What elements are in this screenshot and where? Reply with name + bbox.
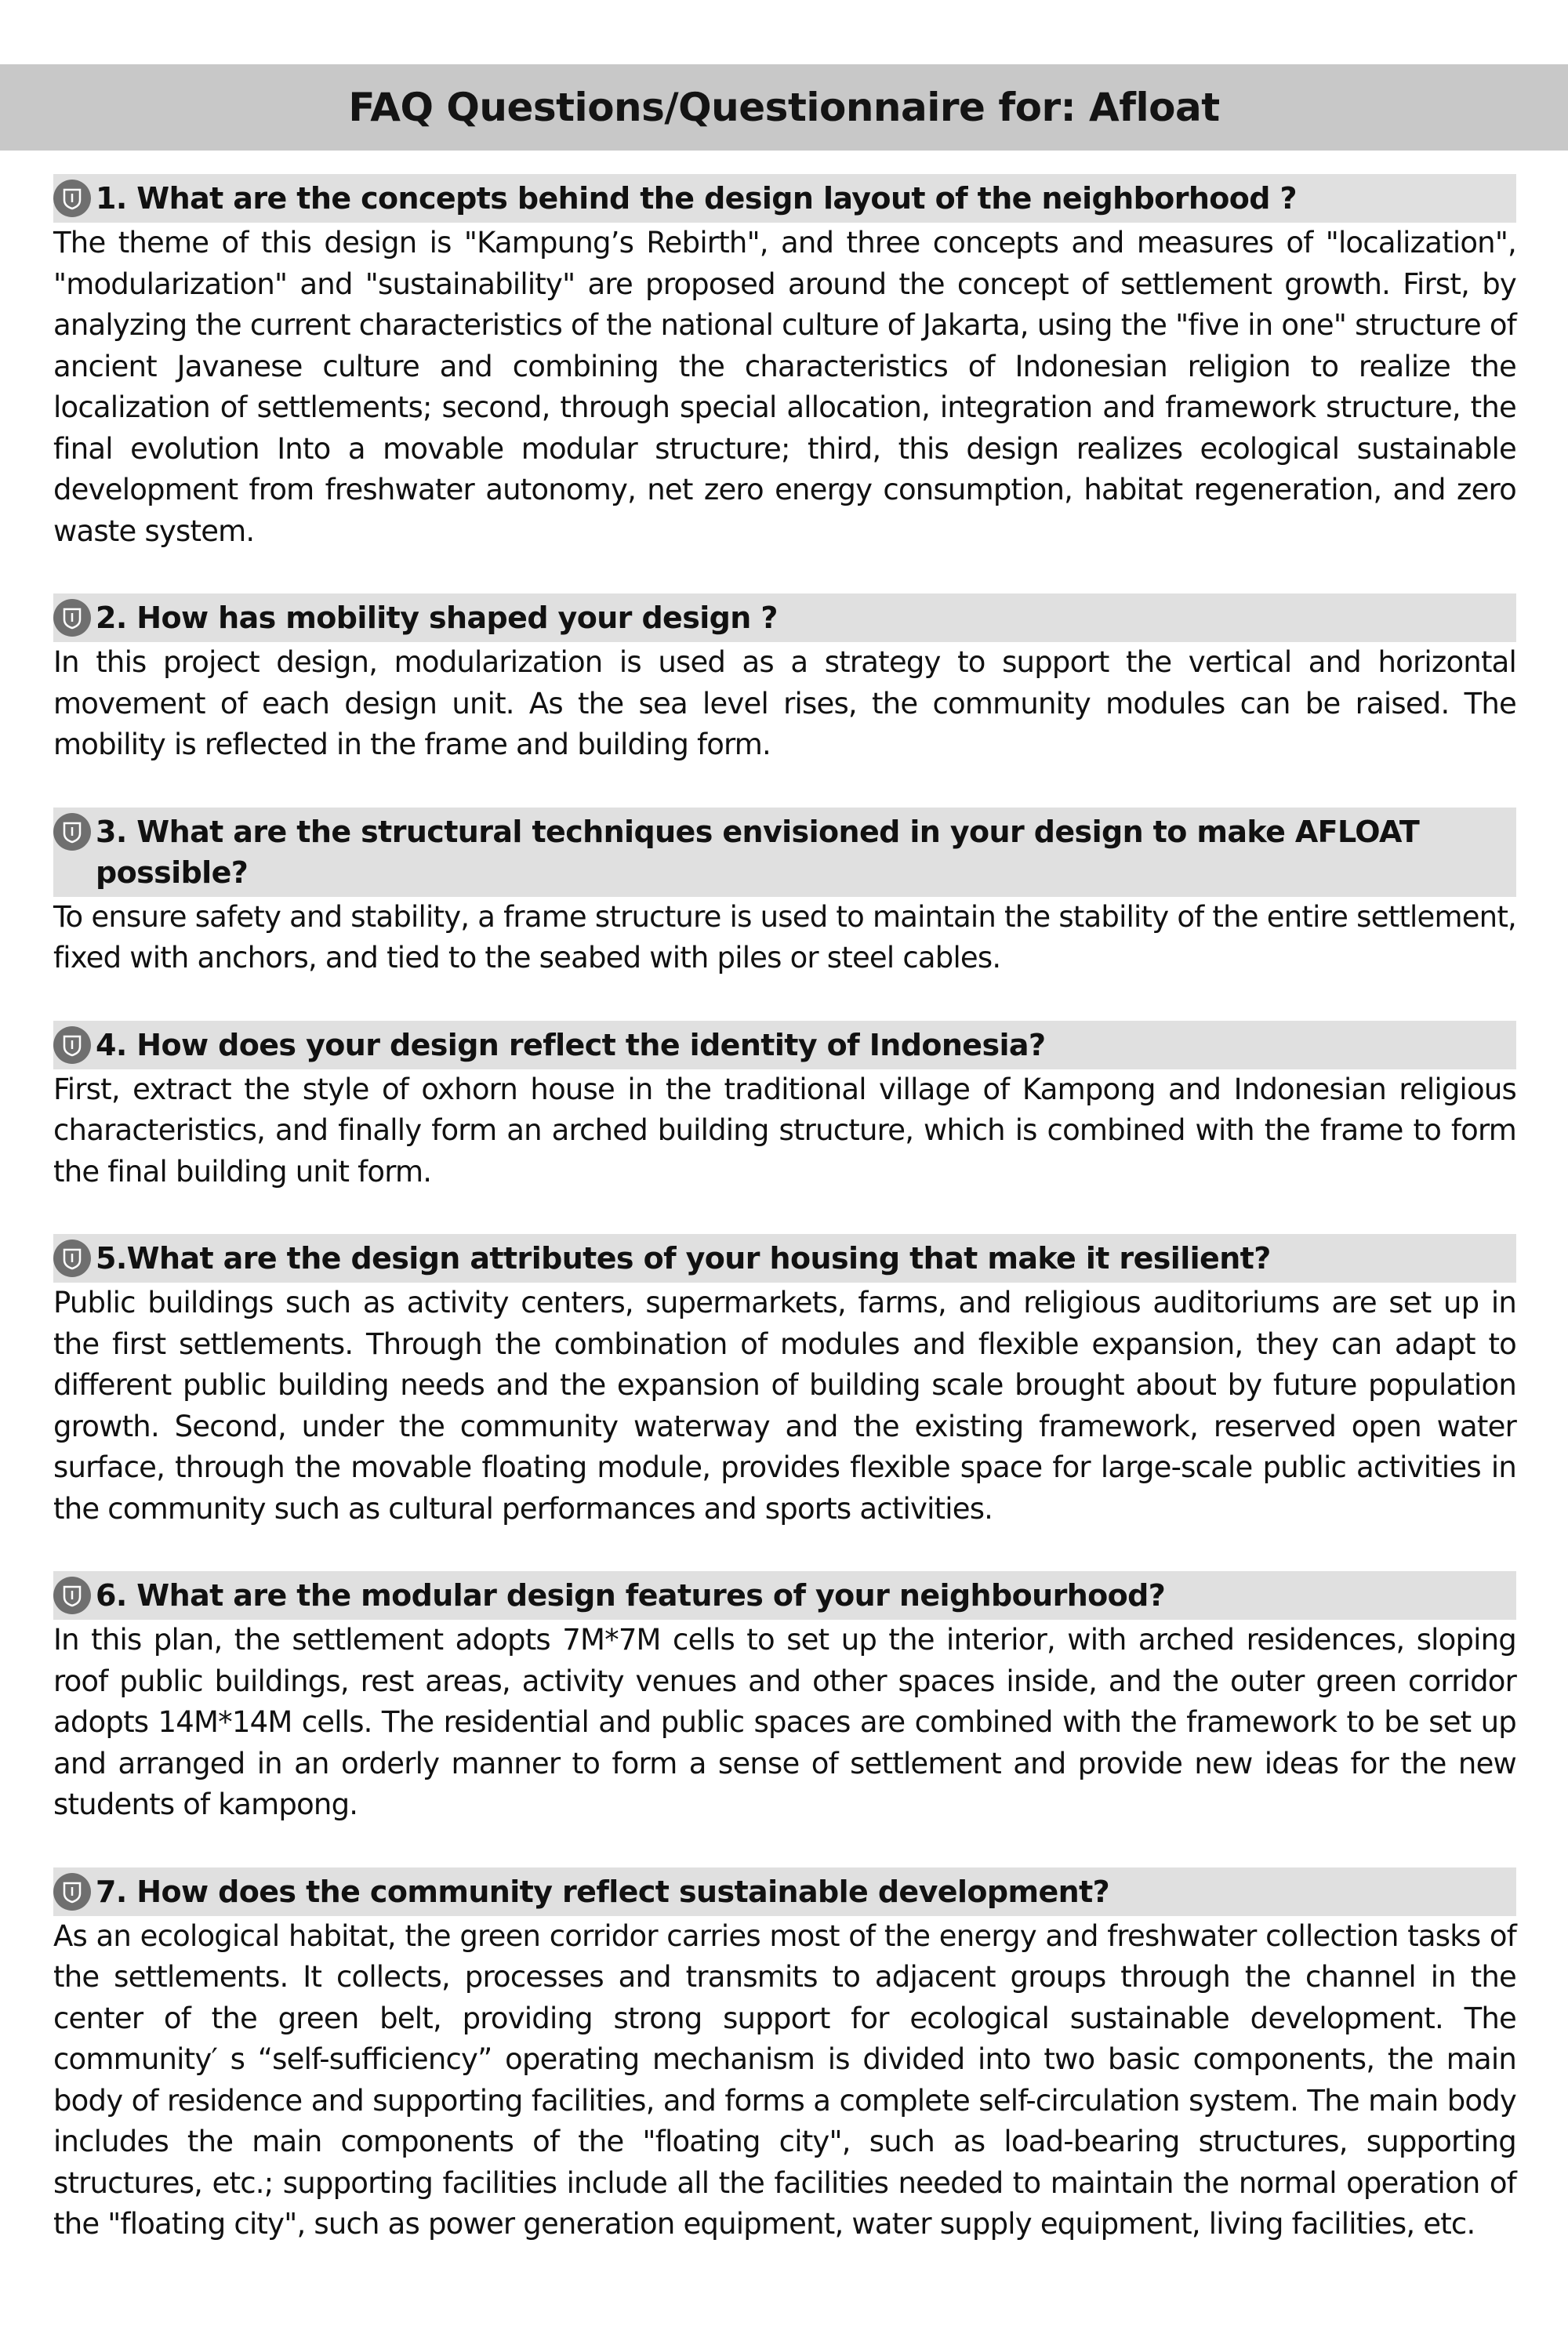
question-text: 5.What are the design attributes of your housing that make it resilient? (96, 1241, 1271, 1276)
shield-icon (53, 1577, 91, 1614)
faq-item (53, 1234, 1516, 1530)
answer-text: Public buildings such as activity centers, supermarkets, farms, and religious auditoriums are set up in the first settlements. Through the combination of modules and flexible expansion, they can adapt to different public building needs and the expansion of building scale brought about by future population growth. Second, under the community waterway and the existing framework, reserved open water surface, through the movable floating module, provides flexible space for large-scale public activities in the community such as cultural performances and sports activities. (53, 1286, 1516, 1526)
faq-list (53, 174, 1516, 2287)
answer-text: The theme of this design is "Kampung’s Rebirth", and three concepts and measures of "localization", "modularization" and "sustainability" are proposed around the concept of settlement growth. First, by analyzing the current characteristics of the national culture of Jakarta, using the "five in one" structure of ancient Javanese culture and combining the characteristics of Indonesian religion to realize the localization of settlements; second, through special allocation, integration and framework structure, the final evolution Into a movable modular structure; third, this design realizes ecological sustainable development from freshwater autonomy, net zero energy consumption, habitat regeneration, and zero waste system. (53, 226, 1516, 548)
answer-text: In this plan, the settlement adopts 7M*7M cells to set up the interior, with arched residences, sloping roof public buildings, rest areas, activity venues and other spaces inside, and the outer green corridor adopts 14M*14M cells. The residential and public spaces are combined with the framework to be set up and arranged in an orderly manner to form a sense of settlement and provide new ideas for the new students of kampong. (53, 1623, 1516, 1821)
question-text: 2. How has mobility shaped your design ? (96, 601, 778, 635)
faq-item (53, 808, 1516, 979)
question-bar (53, 808, 1516, 897)
question-text: 1. What are the concepts behind the design layout of the neighborhood ? (96, 181, 1297, 216)
faq-item (53, 1571, 1516, 1826)
answer-text: In this project design, modularization is used as a strategy to support the vertical and horizontal movement of each design unit. As the sea level rises, the community modules can be raised. The mobility is reflected in the frame and building form. (53, 645, 1516, 761)
question-text: 4. How does your design reflect the identity of Indonesia? (96, 1027, 1046, 1062)
title-bar (0, 64, 1568, 151)
answer-text: To ensure safety and stability, a frame structure is used to maintain the stability of the entire settlement, fixed with anchors, and tied to the seabed with piles or steel cables. (53, 899, 1516, 975)
shield-icon (53, 599, 91, 637)
question-bar (53, 1571, 1516, 1620)
answer-text: First, extract the style of oxhorn house in the traditional village of Kampong and Indonesian religious characteristics, and finally form an arched building structure, which is combined with the frame to form the final building unit form. (53, 1072, 1516, 1189)
question-bar (53, 1867, 1516, 1916)
faq-item (53, 1021, 1516, 1193)
shield-icon (53, 1873, 91, 1911)
question-bar (53, 174, 1516, 223)
shield-icon (53, 1240, 91, 1277)
question-text: 6. What are the modular design features of your neighbourhood? (96, 1578, 1166, 1613)
question-text: 3. What are the structural techniques envisioned in your design to make AFLOAT possible? (96, 814, 1420, 890)
faq-item (53, 593, 1516, 766)
shield-icon (53, 1026, 91, 1064)
question-text: 7. How does the community reflect sustainable development? (96, 1874, 1110, 1909)
shield-icon (53, 180, 91, 217)
faq-item (53, 1867, 1516, 2245)
answer-text: As an ecological habitat, the green corridor carries most of the energy and freshwater collection tasks of the settlements. It collects, processes and transmits to adjacent groups through the channel in the center of the green belt, providing strong support for ecological sustainable development. The community′ s “self-sufficiency” operating mechanism is divided into two basic components, the main body of residence and supporting facilities, and forms a complete self-circulation system. The main body includes the main components of the "floating city", such as load-bearing structures, supporting structures, etc.; supporting facilities include all the facilities needed to maintain the normal operation of the "floating city", such as power generation equipment, water supply equipment, living facilities, etc. (53, 1918, 1516, 2241)
question-bar (53, 1234, 1516, 1283)
question-bar (53, 593, 1516, 642)
faq-item (53, 174, 1516, 552)
page-title: FAQ Questions/Questionnaire for: Afloat (348, 85, 1220, 130)
shield-icon (53, 813, 91, 851)
question-bar (53, 1021, 1516, 1069)
